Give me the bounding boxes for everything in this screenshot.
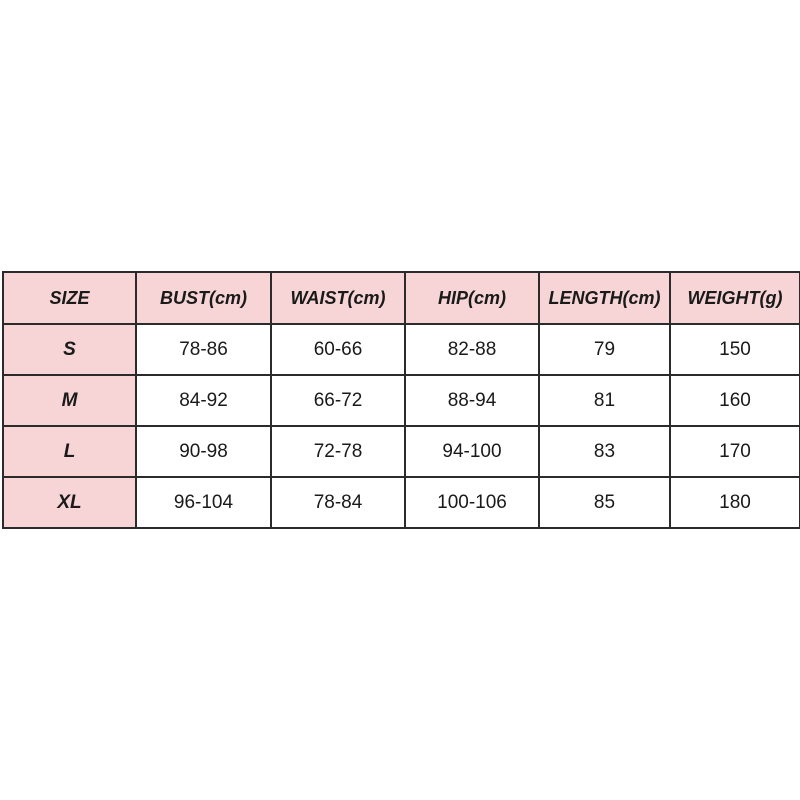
header-hip: HIP(cm) xyxy=(405,272,539,324)
table-row xyxy=(3,324,800,375)
bust-value: 90-98 xyxy=(136,426,271,477)
table-row xyxy=(3,426,800,477)
table-row xyxy=(3,375,800,426)
header-length: LENGTH(cm) xyxy=(539,272,670,324)
length-value: 79 xyxy=(539,324,670,375)
waist-value: 72-78 xyxy=(271,426,405,477)
waist-value: 60-66 xyxy=(271,324,405,375)
header-waist: WAIST(cm) xyxy=(271,272,405,324)
weight-value: 170 xyxy=(670,426,800,477)
hip-value: 100-106 xyxy=(405,477,539,528)
weight-value: 180 xyxy=(670,477,800,528)
header-weight: WEIGHT(g) xyxy=(670,272,800,324)
length-value: 85 xyxy=(539,477,670,528)
size-label: L xyxy=(3,426,136,477)
bust-value: 96-104 xyxy=(136,477,271,528)
bust-value: 84-92 xyxy=(136,375,271,426)
weight-value: 150 xyxy=(670,324,800,375)
bust-value: 78-86 xyxy=(136,324,271,375)
size-label: M xyxy=(3,375,136,426)
size-chart-table xyxy=(2,271,800,529)
header-row xyxy=(3,272,800,324)
header-bust: BUST(cm) xyxy=(136,272,271,324)
length-value: 81 xyxy=(539,375,670,426)
header-size: SIZE xyxy=(3,272,136,324)
hip-value: 88-94 xyxy=(405,375,539,426)
waist-value: 66-72 xyxy=(271,375,405,426)
length-value: 83 xyxy=(539,426,670,477)
size-label: XL xyxy=(3,477,136,528)
waist-value: 78-84 xyxy=(271,477,405,528)
hip-value: 82-88 xyxy=(405,324,539,375)
hip-value: 94-100 xyxy=(405,426,539,477)
weight-value: 160 xyxy=(670,375,800,426)
size-label: S xyxy=(3,324,136,375)
table-row xyxy=(3,477,800,528)
